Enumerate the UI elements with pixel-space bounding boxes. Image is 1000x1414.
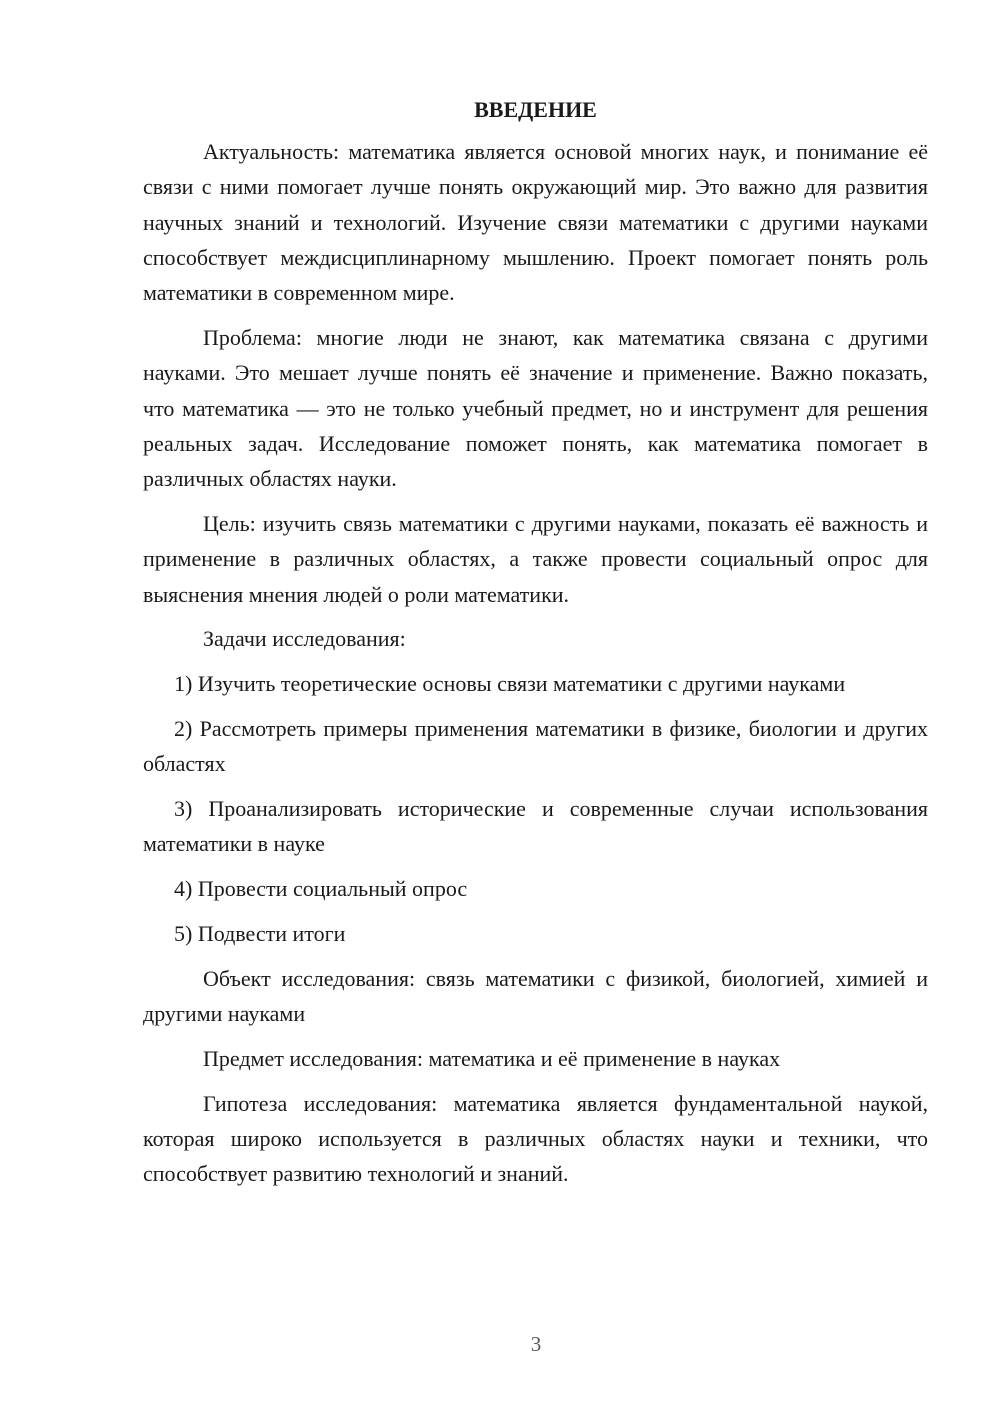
object-paragraph: Объект исследования: связь математики с физикой, биологией, химией и другими науками [143, 965, 928, 1027]
problem-paragraph: Проблема: многие люди не знают, как математика связана с другими науками. Это мешает лучше понять её значение и применение. Важно показать, что математика — это не только учебный предмет, но и инструмент для решения реальных задач. Исследование поможет понять, как математика помогает в различных областях науки. [143, 324, 928, 492]
subject-paragraph: Предмет исследования: математика и её применение в науках [203, 1045, 781, 1071]
task-item-3: 3) Проанализировать исторические и современные случаи использования математики в науке [143, 796, 928, 857]
relevance-paragraph: Актуальность: математика является основой многих наук, и понимание её связи с ними помогает лучше понять окружающий мир. Это важно для развития научных знаний и технологий. Изучение связи математики с другими науками способствует междисциплинарному мышлению. Проект помогает понять роль математики в современном мире. [143, 139, 928, 306]
document-page [143, 92, 928, 1201]
task-item-5: 5) Подвести итоги [174, 920, 346, 946]
task-item-2: 2) Рассмотреть примеры применения математики в физике, биологии и других областях [143, 715, 928, 777]
task-item-4: 4) Провести социальный опрос [174, 876, 468, 902]
task-item-1: 1) Изучить теоретические основы связи математики с другими науками [174, 671, 846, 697]
hypothesis-paragraph: Гипотеза исследования: математика является фундаментальной наукой, которая широко используется в различных областях науки и техники, что способствует развитию технологий и знаний. [143, 1090, 928, 1187]
section-title: ВВЕДЕНИЕ [474, 97, 597, 122]
page-number: 3 [530, 1332, 542, 1356]
goal-paragraph: Цель: изучить связь математики с другими науками, показать её важность и применение в различных областях, а также провести социальный опрос для выяснения мнения людей о роли математики. [143, 510, 928, 607]
tasks-heading: Задачи исследования: [203, 626, 406, 652]
